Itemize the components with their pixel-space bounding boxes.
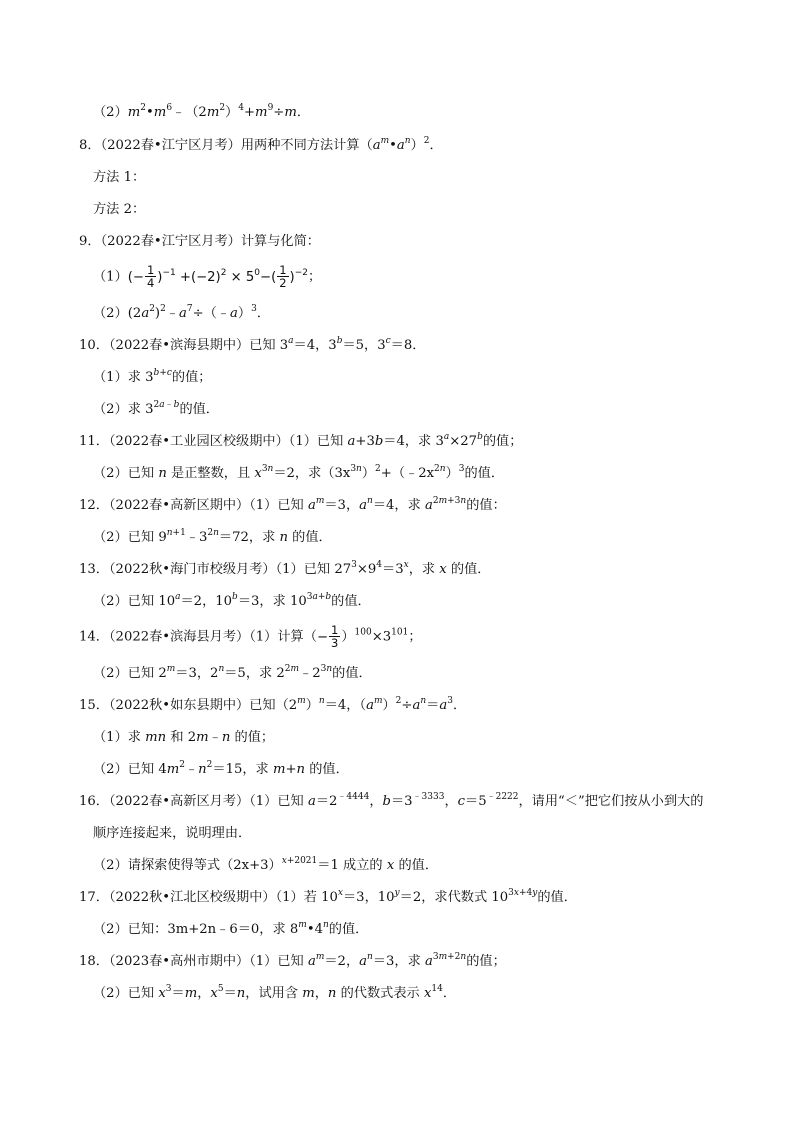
q17-part2: （2）已知：3m+2n﹣6＝0，求 8$^m$•4$^n$的值． bbox=[93, 920, 369, 937]
question-18: 18．（2023春•高州市期中）（1）已知 $a^m=2$，$a^n=3$，求 $a^{3m+2n}$的值； bbox=[79, 952, 506, 969]
q16-continued: 顺序连接起来，说明理由． bbox=[93, 826, 252, 841]
question-8: 8．（2022春•江宁区月考）用两种不同方法计算$(a^m•a^n)^2$． bbox=[79, 136, 443, 153]
question-11: 11．（2022春•工业园区校级期中）（1）已知 a+3b＝4，求 $3^a\times 27^b$的值； bbox=[79, 432, 523, 449]
method-2: 方法 2： bbox=[93, 202, 146, 217]
q15-part1: （1）求 mn 和 2m﹣n 的值； bbox=[93, 730, 275, 745]
question-9: 9．（2022春•江宁区月考）计算与化简： bbox=[79, 234, 320, 249]
q7-part2: $(2)m^2•m^6﹣(2m^2)^4+m^9\div m$． bbox=[93, 103, 311, 120]
method-1: 方法 1： bbox=[93, 170, 146, 185]
q15-part2: （2）已知 $4m^2﹣n^2=15$，求 m+n 的值． bbox=[93, 760, 349, 777]
q9-part1: （1）(− $\frac{1}{4}$ )$^{-1} +(-2)^2 \times 5^0-$( $\frac{1}{2}$ )$^{-2}$； bbox=[93, 263, 322, 290]
q10-part2: （2）求 $3^{2a﹣b}$的值． bbox=[93, 400, 219, 417]
question-17: 17．（2022秋•江北区校级期中）（1）若 $10^x=3$，$10^y=2$，求代数式 $10^{3x+4y}$的值． bbox=[79, 888, 577, 905]
q18-part2: （2）已知 $x^3=m$，$x^5=n$，试用含 m，n 的代数式表示 $x^{14}$． bbox=[93, 984, 457, 1001]
q10-part1: （1）求 $3^{b+c}$的值； bbox=[93, 368, 212, 385]
question-12: 12．（2022春•高新区期中）（1）已知 $a^m=3$，$a^n=4$，求 $a^{2m+3n}$的值： bbox=[79, 496, 506, 513]
question-16: 16．（2022春•高新区月考）（1）已知 $a=2^{﹣4444}$，$b=3^{﹣3333}$，$c=5^{﹣2222}$，请用“＜”把它们按从小到大的 bbox=[79, 792, 704, 809]
q9-part2: $(2)(2a^2)^2﹣a^7\div(﹣a)^3$． bbox=[93, 304, 271, 321]
question-10: 10．（2022春•滨海县期中）已知 $3^a=4$，$3^b=5$，$3^c=8$． bbox=[79, 336, 426, 353]
question-13: 13．（2022秋•海门市校级月考）（1）已知 $27^3\times 9^4=3^x$，求 x 的值． bbox=[79, 560, 491, 577]
question-14: 14．（2022春•滨海县月考）（1）计算（− $\frac{1}{3}$ ）$^{100}\times 3^{101}$； bbox=[79, 623, 422, 650]
q11-part2: （2）已知 n 是正整数，且 $x^{3n}=2$，求$(3x^{3n})^2+(﹣2x^{2n})^3$的值． bbox=[93, 464, 505, 481]
q14-part2: （2）已知 $2^m=3$，$2^n=5$，求 $2^{2m}﹣2^{3n}$的值． bbox=[93, 664, 372, 681]
q12-part2: （2）已知 $9^{n+1}﹣3^{2n}=72$，求 n 的值． bbox=[93, 528, 332, 545]
question-15: 15．（2022秋•如东县期中）已知$(2^m)^n=4$，$(a^m)^2\div a^n=a^3$． bbox=[79, 696, 467, 713]
q16-part2: （2）请探索使得等式$(2x+3)^{x+2021}=1$ 成立的 x 的值． bbox=[93, 856, 439, 873]
q13-part2: （2）已知 $10^a=2$，$10^b=3$，求 $10^{3a+b}$的值． bbox=[93, 592, 371, 609]
